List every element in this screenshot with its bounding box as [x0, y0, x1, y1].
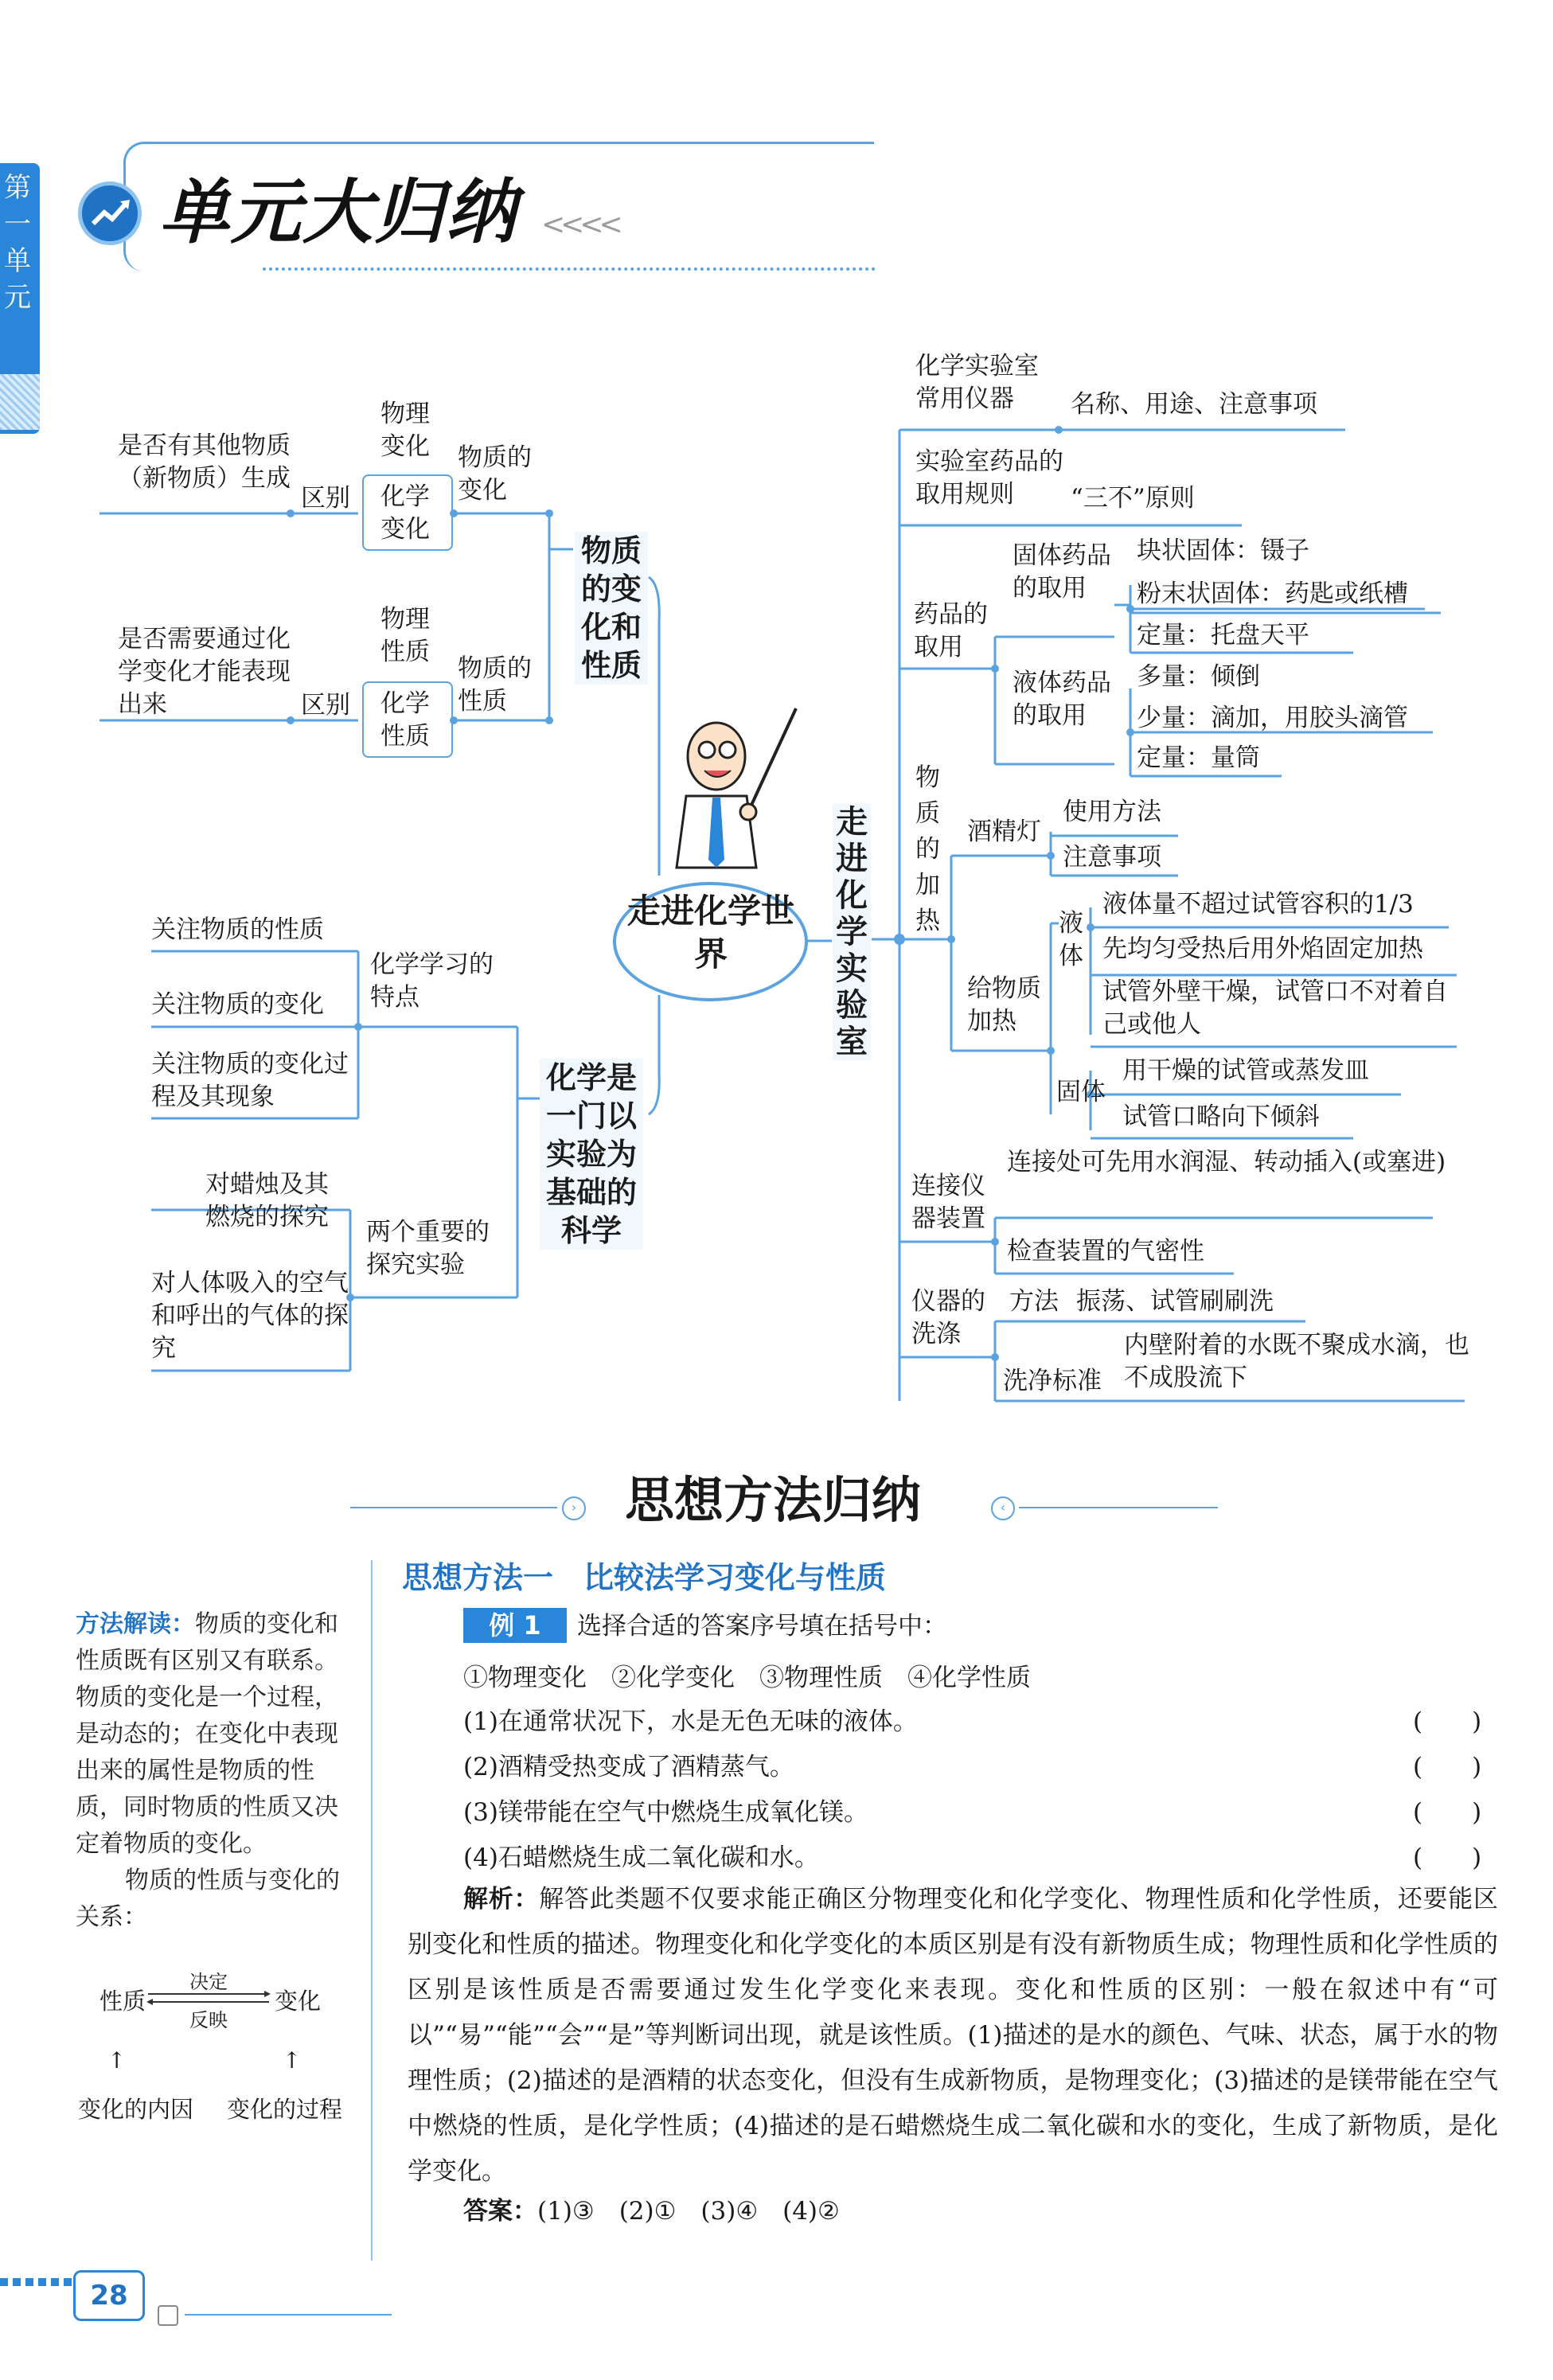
answer-blank-2: ( ) [1413, 1753, 1482, 1781]
unit-summary-title: 单元大归纳 [159, 171, 518, 253]
hub-enter-lab: 走进化学实验室 [833, 804, 871, 1060]
answer-options: ①物理变化 ②化学变化 ③物理性质 ④化学性质 [463, 1664, 1031, 1692]
common-instruments-label: 化学实验室常用仪器 [915, 352, 1039, 413]
liquid-volume-rule: 液体量不超过试管容积的1/3 [1102, 890, 1414, 919]
hub-change-and-property: 物质的变化和性质 [575, 532, 648, 685]
experiment-candle: 对蜡烛及其燃烧的探究 [205, 1170, 329, 1231]
learning-features-label: 化学学习的特点 [370, 950, 494, 1012]
chemical-property-label: 化学性质 [380, 689, 430, 751]
criterion-need-chemical-change: 是否需要通过化学变化才能表现出来 [118, 625, 291, 719]
column-divider [371, 1560, 373, 2261]
question-4: (4)石蜡燃烧生成二氧化碳和水。 [463, 1844, 819, 1872]
center-topic-label: 走进化学世界 [626, 892, 794, 973]
heading-arrow-right-icon: › [562, 1496, 586, 1520]
question-2: (2)酒精受热变成了酒精蒸气。 [463, 1753, 794, 1781]
footer-line [185, 2314, 392, 2316]
unit-side-tab-label: 第一单元 [4, 172, 31, 314]
relation-change: 变化 [275, 1988, 322, 2015]
heading-arrow-left-icon: ‹ [991, 1496, 1015, 1520]
sidebar-label: 方法解读： [76, 1610, 195, 1638]
relation-inner-cause: 变化的内因 [78, 2096, 194, 2123]
relation-property: 性质 [100, 1988, 146, 2015]
reagent-taking-label: 药品的取用 [914, 600, 988, 661]
up-arrow-icon: ↑ [283, 2047, 302, 2074]
example-prompt: 选择合适的答案序号填在括号中： [577, 1612, 947, 1641]
tube-dry-rule: 试管外壁干燥，试管口不对着自己或他人 [1102, 977, 1448, 1039]
tube-tilt-rule: 试管口略向下倾斜 [1122, 1102, 1320, 1131]
connect-wet-rule: 连接处可先用水润湿、转动插入(或塞进) [1007, 1148, 1446, 1176]
criterion-new-substance: 是否有其他物质（新物质）生成 [118, 431, 291, 493]
relation-intro: 物质的性质与变化的关系： [76, 1867, 340, 1931]
wash-standard-label: 洗净标准 [1003, 1367, 1102, 1395]
page-number: 28 [73, 2270, 145, 2321]
feature-item-process: 关注物质的变化过程及其现象 [151, 1050, 349, 1111]
preheat-rule: 先均匀受热后用外焰固定加热 [1102, 934, 1423, 963]
wash-method-label: 方法 [1009, 1287, 1059, 1316]
dry-tube-rule: 用干燥的试管或蒸发皿 [1122, 1056, 1369, 1085]
airtightness-check: 检查装置的气密性 [1007, 1237, 1204, 1266]
teacher-illustration [669, 700, 804, 876]
methods-heading: 思想方法归纳 [625, 1471, 922, 1529]
answer-text: (1)③ (2)① (3)④ (4)② [537, 2197, 840, 2226]
method-sidebar-note [76, 1606, 346, 1936]
key-experiments-label: 两个重要的探究实验 [366, 1218, 490, 1279]
heading-line-right [1019, 1507, 1218, 1508]
heat-solid-label: 固体 [1056, 1078, 1106, 1106]
answer-line [463, 2195, 840, 2228]
alcohol-lamp-label: 酒精灯 [967, 817, 1041, 846]
wash-method: 振荡、试管刷刷洗 [1076, 1287, 1274, 1316]
hub-experiment-science: 化学是一门以实验为基础的科学 [540, 1059, 643, 1250]
substance-heating-label: 物质的加热 [915, 763, 940, 935]
example-badge: 例 1 [463, 1608, 567, 1643]
liquid-item-quantitative: 定量：量筒 [1137, 743, 1260, 772]
up-arrow-icon: ↑ [107, 2047, 127, 2074]
experiment-breath: 对人体吸入的空气和呼出的气体的探究 [151, 1269, 349, 1363]
sidebar-text: 物质的变化和性质既有区别又有联系。物质的变化是一个过程，是动态的；在变化中表现出来的属性是物质的性质，同时物质的性质又决定着物质的变化。 [76, 1610, 338, 1858]
relation-decides: 决定 [189, 1971, 228, 1993]
solid-item-powder: 粉末状固体：药匙或纸槽 [1137, 579, 1408, 608]
liquid-item-large: 多量：倾倒 [1137, 662, 1260, 691]
header-arrows-decoration: <<<< [541, 209, 618, 241]
instruments-detail: 名称、用途、注意事项 [1071, 390, 1317, 419]
wash-standard: 内壁附着的水既不聚成水滴，也不成股流下 [1124, 1331, 1469, 1392]
question-1: (1)在通常状况下，水是无色无味的液体。 [463, 1707, 918, 1736]
solid-item-block: 块状固体：镊子 [1137, 536, 1309, 565]
substance-property-label: 物质的性质 [458, 654, 532, 716]
three-not-rule: “三不”原则 [1071, 484, 1195, 513]
physical-change-label: 物理变化 [380, 400, 430, 461]
feature-item-change: 关注物质的变化 [151, 990, 324, 1019]
liquid-item-small: 少量：滴加，用胶头滴管 [1137, 704, 1408, 732]
distinguish-label-change: 区别 [301, 484, 350, 513]
liquid-taking-label: 液体药品的取用 [1013, 669, 1111, 730]
heating-substance-label: 给物质加热 [967, 974, 1041, 1036]
answer-blank-1: ( ) [1413, 1707, 1482, 1736]
answer-blank-3: ( ) [1413, 1798, 1482, 1827]
relation-arrows [145, 1990, 272, 2006]
substance-change-label: 物质的变化 [458, 443, 532, 505]
lamp-usage: 使用方法 [1063, 798, 1161, 826]
method-one-title: 思想方法一 比较法学习变化与性质 [402, 1560, 887, 1595]
connect-apparatus-label: 连接仪器装置 [911, 1172, 985, 1233]
footer-dots [0, 2278, 72, 2286]
analysis-label: 解析： [463, 1885, 540, 1914]
question-3: (3)镁带能在空气中燃烧生成氧化镁。 [463, 1798, 868, 1827]
physical-property-label: 物理性质 [380, 605, 430, 666]
heading-line-left [350, 1507, 557, 1508]
relation-reflects: 反映 [189, 2009, 228, 2031]
washing-label: 仪器的洗涤 [911, 1287, 985, 1348]
feature-item-property: 关注物质的性质 [151, 915, 324, 944]
answer-blank-4: ( ) [1413, 1844, 1482, 1872]
answer-label: 答案： [463, 2197, 537, 2226]
solid-taking-label: 固体药品的取用 [1013, 541, 1111, 603]
distinguish-label-property: 区别 [301, 691, 350, 720]
chemical-change-label: 化学变化 [380, 482, 430, 544]
analysis-paragraph [408, 1877, 1498, 2195]
heat-liquid-label: 液体 [1059, 909, 1083, 970]
analysis-text: 解答此类题不仅要求能正确区分物理变化和化学变化、物理性质和化学性质，还要能区别变化和性质的描述。物理变化和化学变化的本质区别是有没有新物质生成；物理性质和化学性质的区别是该性质是否需要通过发生化学变化来表现。变化和性质的区别：一般在叙述中有“可以”“易”“能”“会”“是”等判断词出现，就是该性质。(1)描述的是水的颜色、气味、状态，属于水的物理性质；(2)描述的是酒精的状态变化，但没有生成新物质，是物理变化；(3)描述的是镁带能在空气中燃烧的性质，是化学性质；(4)描述的是石蜡燃烧生成二氧化碳和水的变化，生成了新物质，是化学变化。 [408, 1885, 1499, 2186]
reagent-rules-label: 实验室药品的取用规则 [915, 447, 1063, 509]
relation-process: 变化的过程 [227, 2096, 343, 2123]
solid-item-quantitative: 定量：托盘天平 [1137, 621, 1309, 650]
footer-square-icon [158, 2305, 178, 2326]
lamp-precautions: 注意事项 [1063, 843, 1161, 872]
